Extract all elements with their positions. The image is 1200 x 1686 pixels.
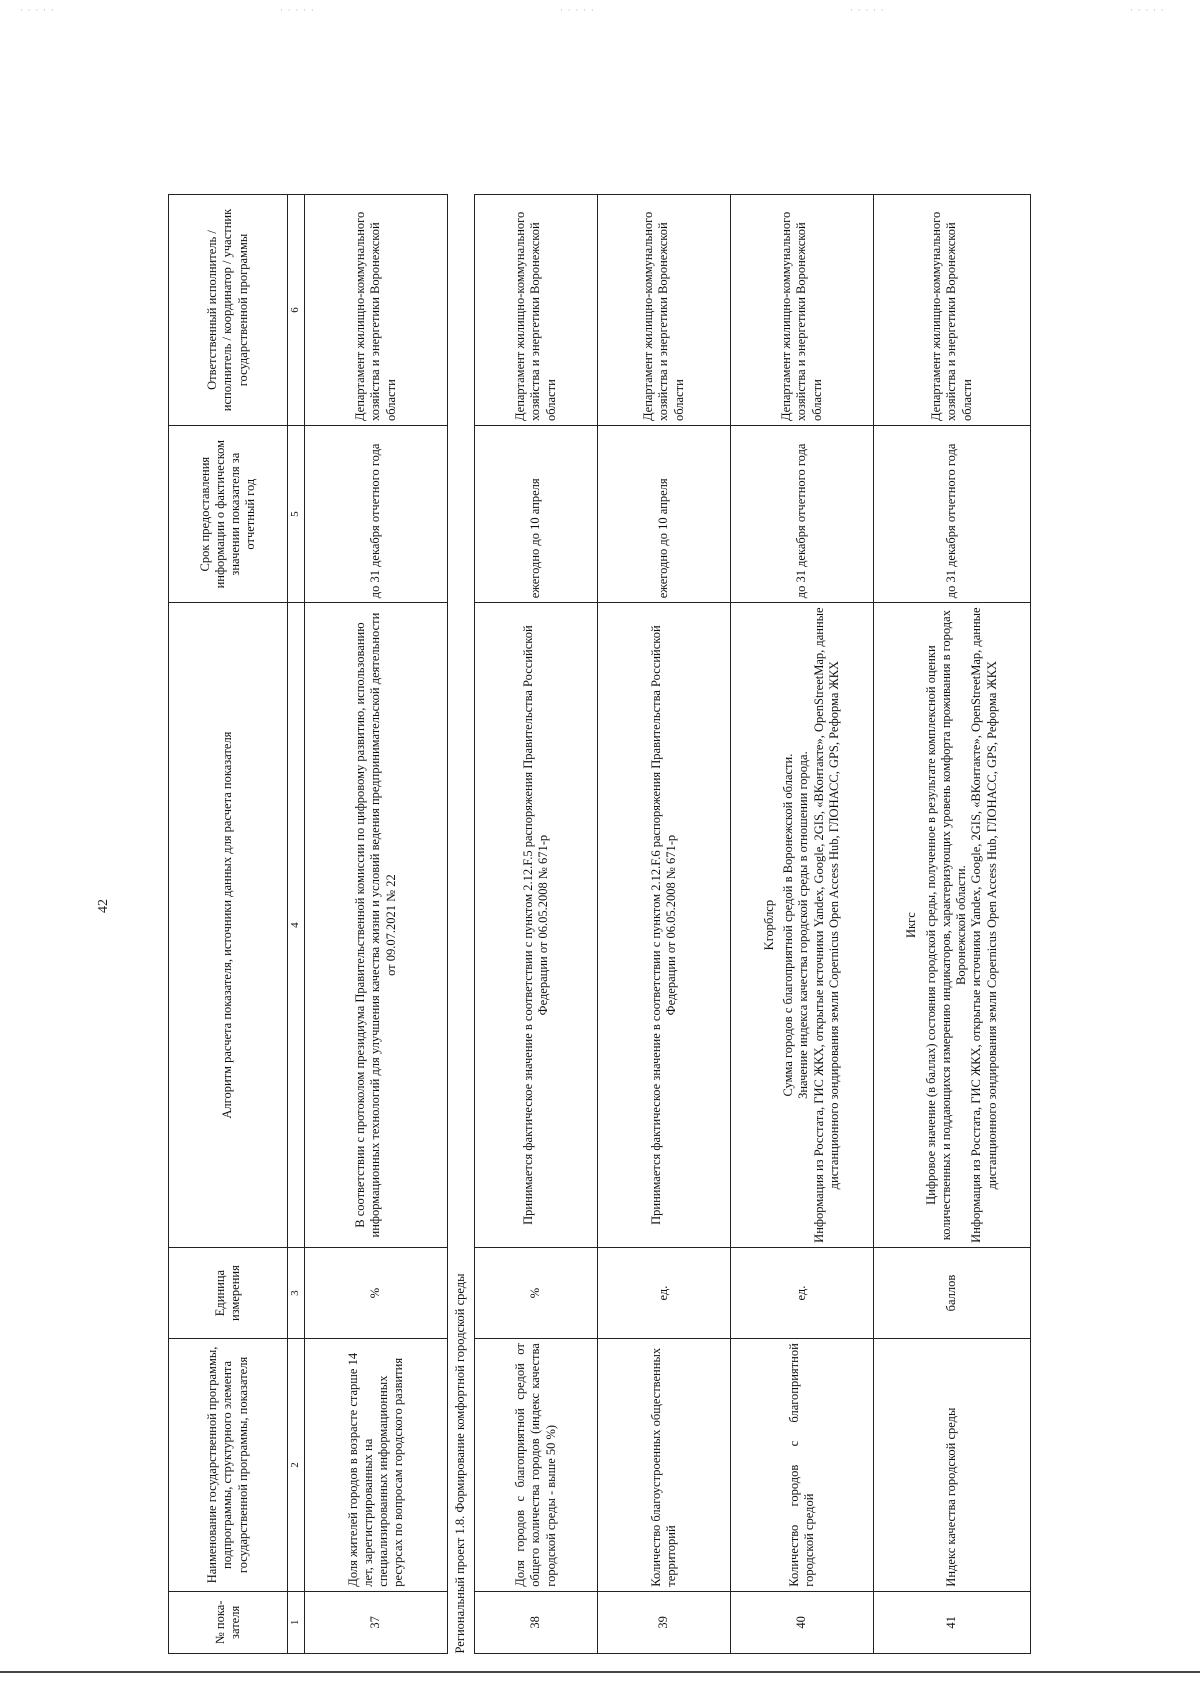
header-indicator-name: Наименование государственной программы, подпрограммы, структурного элемента государственной программы, показателя bbox=[169, 1339, 288, 1591]
indicator-number: 39 bbox=[598, 1591, 731, 1653]
header-unit: Единица измерения bbox=[169, 1247, 288, 1338]
scan-mark: · · · · · bbox=[560, 6, 595, 16]
column-number-row bbox=[288, 195, 305, 1654]
algorithm-line: Сумма городов с благоприятной средой в Воронежской области. bbox=[781, 753, 796, 1097]
indicator-algorithm: Принимается фактическое значение в соответствии с пунктом 2.12.F.6 распоряжения Правительства Российской Федерации от 06.05.2008 № 671-р bbox=[598, 603, 731, 1248]
column-number: 2 bbox=[288, 1339, 305, 1591]
indicator-name: Доля жителей городов в возрасте старше 14 лет, зарегистрированных на специализированных информационных ресурсах по вопросам городского развития bbox=[305, 1339, 448, 1591]
indicator-deadline: до 31 декабря отчетного года bbox=[305, 426, 448, 603]
indicator-name: Количество благоустроенных общественных территорий bbox=[598, 1339, 731, 1591]
indicator-name: Индекс качества городской среды bbox=[874, 1339, 1031, 1591]
indicator-algorithm bbox=[874, 603, 1031, 1248]
rotated-table-container bbox=[168, 194, 1078, 1654]
table-row bbox=[874, 195, 1031, 1654]
header-deadline: Срок предоставления информации о фактическом значении показателя за отчетный год bbox=[169, 426, 288, 603]
indicator-unit: баллов bbox=[874, 1247, 1031, 1338]
indicator-number: 40 bbox=[731, 1591, 874, 1653]
algorithm-line: Значение индекса качества городской среды в отношении города. bbox=[796, 751, 811, 1099]
page-number: 42 bbox=[96, 899, 111, 913]
indicator-responsible: Департамент жилищно-коммунального хозяйства и энергетики Воронежской области bbox=[731, 195, 874, 426]
indicator-unit: % bbox=[475, 1247, 598, 1338]
algorithm-line: Информация из Росстата, ГИС ЖКХ, открытые источники Yandex, Google, 2GIS, «ВКонтакте», OpenStreetMap, данные дистанционного зондирования земли Copernicus Open Access Hub, ГЛОНАСС, GPS, Реформа ЖКХ bbox=[811, 607, 841, 1243]
formula-symbol: Икгс bbox=[904, 912, 919, 938]
algorithm-line: Цифровое значение (в баллах) состояния городской среды, полученное в результате комплексной оценки количественных и поддающихся измерению индикаторов, характеризующих уровень комфорта проживания в городах Воронежской области. bbox=[923, 610, 968, 1241]
indicator-algorithm: В соответствии с протоколом президиума Правительственной комиссии по цифровому развитию, использованию информационных технологий для улучшения качества жизни и условий ведения предпринимательской деятельности от 09.07.2021 № 22 bbox=[305, 603, 448, 1248]
indicator-algorithm: Принимается фактическое значение в соответствии с пунктом 2.12.F.5 распоряжения Правительства Российской Федерации от 06.05.2008 № 671-р bbox=[475, 603, 598, 1248]
header-responsible: Ответственный исполнитель / исполнитель / координатор / участник государственной программы bbox=[169, 195, 288, 426]
indicator-responsible: Департамент жилищно-коммунального хозяйства и энергетики Воронежской области bbox=[475, 195, 598, 426]
column-number: 1 bbox=[288, 1591, 305, 1653]
column-number: 5 bbox=[288, 426, 305, 603]
table-row bbox=[305, 195, 448, 1654]
scan-mark: · · · · · bbox=[20, 6, 55, 16]
table-header-row bbox=[169, 195, 288, 1654]
indicator-number: 41 bbox=[874, 1591, 1031, 1653]
section-title: Региональный проект 1.8. Формирование комфортной городской среды bbox=[448, 195, 475, 1654]
scan-mark: · · · · · bbox=[850, 6, 885, 16]
header-indicator-number: № пока-зателя bbox=[169, 1591, 288, 1653]
indicator-algorithm bbox=[731, 603, 874, 1248]
indicator-unit: ед. bbox=[731, 1247, 874, 1338]
scan-mark: · · · · · bbox=[280, 6, 315, 16]
indicators-table bbox=[168, 194, 1031, 1654]
header-algorithm: Алгоритм расчета показателя, источники данных для расчета показателя bbox=[169, 603, 288, 1248]
indicator-deadline: ежегодно до 10 апреля bbox=[598, 426, 731, 603]
indicator-responsible: Департамент жилищно-коммунального хозяйства и энергетики Воронежской области bbox=[598, 195, 731, 426]
table-row bbox=[475, 195, 598, 1654]
indicator-responsible: Департамент жилищно-коммунального хозяйства и энергетики Воронежской области bbox=[874, 195, 1031, 426]
formula-symbol: Kгорблср bbox=[761, 899, 776, 951]
indicator-responsible: Департамент жилищно-коммунального хозяйства и энергетики Воронежской области bbox=[305, 195, 448, 426]
indicator-deadline: до 31 декабря отчетного года bbox=[874, 426, 1031, 603]
column-number: 6 bbox=[288, 195, 305, 426]
indicator-unit: ед. bbox=[598, 1247, 731, 1338]
indicator-unit: % bbox=[305, 1247, 448, 1338]
indicator-number: 37 bbox=[305, 1591, 448, 1653]
indicator-deadline: до 31 декабря отчетного года bbox=[731, 426, 874, 603]
indicator-deadline: ежегодно до 10 апреля bbox=[475, 426, 598, 603]
algorithm-line: Информация из Росстата, ГИС ЖКХ, открытые источники Yandex, Google, 2GIS, «ВКонтакте», OpenStreetMap, данные дистанционного зондирования земли Copernicus Open Access Hub, ГЛОНАСС, GPS, Реформа ЖКХ bbox=[969, 607, 999, 1243]
table-row bbox=[598, 195, 731, 1654]
section-row bbox=[448, 195, 475, 1654]
column-number: 3 bbox=[288, 1247, 305, 1338]
indicator-name: Доля городов с благоприятной средой от общего количества городов (индекс качества городской среды - выше 50 %) bbox=[475, 1339, 598, 1591]
scan-mark: · · · · · bbox=[1130, 6, 1165, 16]
table-row bbox=[731, 195, 874, 1654]
indicator-number: 38 bbox=[475, 1591, 598, 1653]
page-edge-rule bbox=[0, 1671, 1200, 1673]
indicator-name: Количество городов с благоприятной городской средой bbox=[731, 1339, 874, 1591]
column-number: 4 bbox=[288, 603, 305, 1248]
